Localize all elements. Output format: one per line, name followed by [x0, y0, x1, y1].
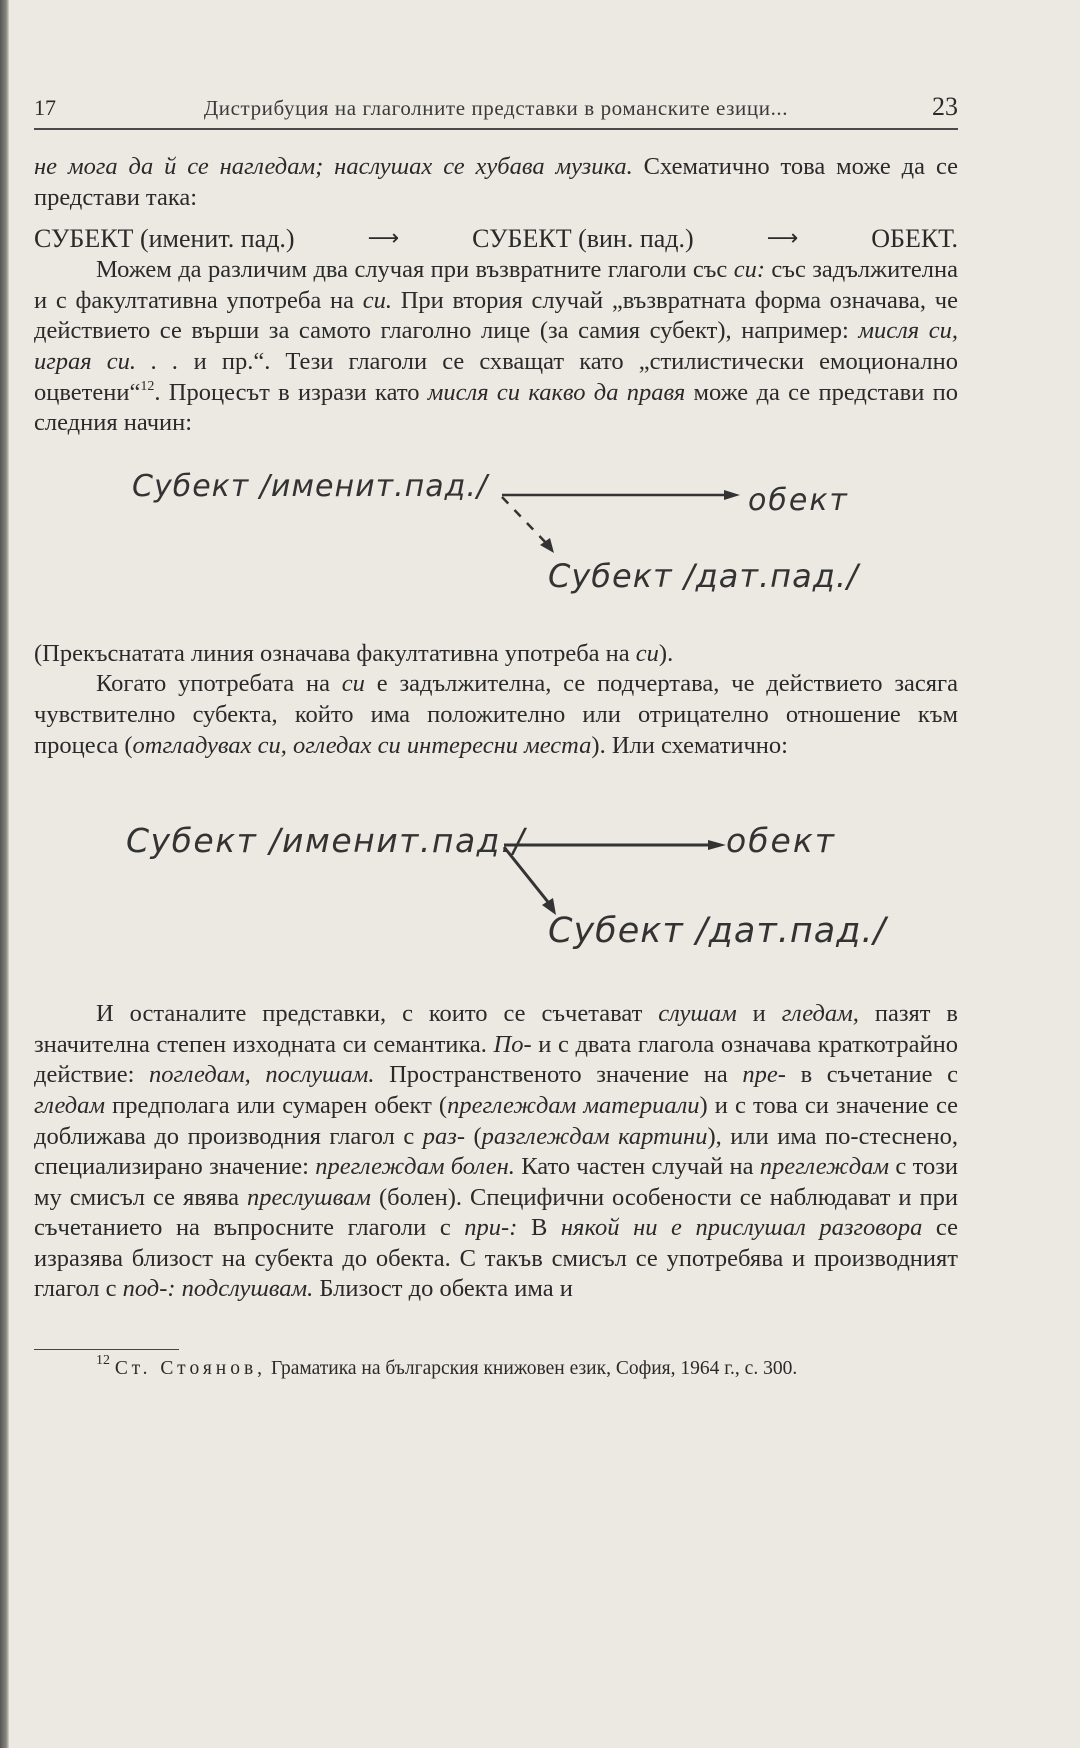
italic-example: не мога да й се нагледам; наслушах се хубава музика.	[34, 153, 633, 180]
paragraph-5	[34, 999, 958, 1305]
diagram-object: обект	[726, 821, 836, 861]
diagram-object: обект	[748, 482, 849, 518]
solid-arrow-to-dative	[504, 847, 552, 907]
text-run: и пр.“. Тези глаголи се схващат като „стилистически емоционално оцветени“	[34, 347, 958, 406]
arrow-right-icon: ⟶	[367, 226, 400, 252]
italic-example: преглеждам	[759, 1153, 890, 1181]
arrow-head	[542, 898, 556, 915]
italic-example: при-:	[464, 1214, 518, 1242]
text-run: ), или има по-стеснено, специализирано значение:	[34, 1122, 958, 1181]
formula-subject-acc: СУБЕКТ (вин. пад.)	[472, 224, 694, 254]
paragraph-1	[34, 152, 958, 213]
paragraph-2	[34, 255, 958, 439]
text-run: (	[464, 1122, 482, 1150]
italic-example: преглеждам болен.	[315, 1153, 515, 1181]
book-page	[34, 92, 958, 1381]
running-header	[34, 92, 958, 130]
text-run: (Прекъснатата линия означава факултативна употреба на	[34, 639, 636, 667]
text-run: В	[517, 1214, 561, 1242]
italic-example: раз-	[422, 1122, 465, 1150]
diagram-subject-nominative: Субект /именит.пад./	[132, 468, 488, 504]
formula-object: ОБЕКТ.	[871, 224, 958, 254]
diagram-arrows	[34, 439, 958, 639]
text-run: (болен). Специфични особености се наблюдават и при съчетанието на въпросните глаголи с	[34, 1183, 958, 1242]
italic-example: някой ни е прислушал разговора	[560, 1214, 923, 1242]
italic-example: отгладувах си, огледах си интересни места	[132, 731, 592, 759]
paragraph-3	[34, 639, 958, 670]
running-title: Дистрибуция на глаголните представки в романските езици...	[203, 96, 789, 120]
text-run: пазят в значителна степен изходната си семантика.	[34, 1000, 958, 1058]
italic-example: гледам,	[781, 1000, 859, 1028]
diagram-subject-dative: Субект /дат.пад./	[548, 911, 887, 952]
text-run: и	[736, 1000, 782, 1028]
italic-example: слушам	[658, 1000, 737, 1028]
formula-subject-nom: СУБЕКТ (именит. пад.)	[34, 224, 295, 254]
diagram-subject-nominative: Субект /именит.пад./	[126, 821, 526, 861]
italic-example: преглеждам материали	[447, 1091, 700, 1119]
dashed-arrow-to-dative	[502, 497, 550, 547]
arrow-head	[708, 840, 726, 850]
text-run: Можем да различим два случая при възвратните глаголи със	[96, 256, 734, 284]
text-run: с този му смисъл се явява	[34, 1153, 958, 1211]
diagram-arrows	[34, 761, 958, 999]
italic-example: По-	[493, 1030, 532, 1058]
scheme-formula	[34, 223, 958, 255]
text-run: може да се представи по следния начин:	[34, 378, 959, 437]
text-run: При втория случай „възвратната форма означава, че действието се върши за самото глаголно лице (за самия субект), например:	[34, 286, 958, 345]
italic-example: пре-	[742, 1061, 786, 1089]
text-run: се изразява близост на субекта до обекта. С такъв смисъл се употребява и производният глагол с	[34, 1214, 958, 1303]
footnote-reference: 12	[140, 378, 155, 394]
arrow-right-icon: ⟶	[766, 226, 799, 252]
text-run: и с двата глагола означава краткотрайно действие:	[34, 1030, 959, 1089]
italic-example: си:	[733, 256, 765, 284]
diagram-optional-si	[34, 439, 958, 639]
text-run: Пространственото значение на	[374, 1061, 743, 1089]
text-run: Когато употребата на	[96, 670, 342, 698]
footnote-divider	[34, 1349, 179, 1350]
text-run: . Процесът в изрази като	[154, 378, 428, 406]
text-run: ) и с това си значение се доближава до производния глагол с	[34, 1091, 959, 1150]
italic-example: преслушвам	[246, 1183, 371, 1211]
italic-example: под-: подслушвам.	[122, 1275, 314, 1303]
text-run: е задължителна, се подчертава, че действието засяга чувствително субекта, който има положително или отрицателно отношение към процеса (	[34, 670, 958, 759]
text-run: ). Или схематично:	[591, 731, 788, 759]
diagram-subject-dative: Субект /дат.пад./	[548, 556, 859, 595]
italic-example: гледам	[34, 1091, 106, 1119]
book-spine-shadow	[0, 0, 9, 1748]
footnote-12	[34, 1353, 958, 1381]
italic-example: си	[635, 639, 659, 667]
footnote-mark: 12	[96, 1353, 110, 1369]
text-run: Близост до обекта има и	[313, 1275, 573, 1303]
text-run: в съчетание с	[785, 1061, 958, 1089]
italic-example: си.	[362, 286, 392, 314]
italic-example: си	[341, 670, 365, 698]
text-run: ).	[658, 639, 674, 667]
text-run: И останалите представки, с които се съчетават	[96, 1000, 659, 1028]
italic-example: разглеждам картини	[481, 1122, 708, 1150]
chapter-number: 17	[34, 95, 56, 120]
italic-example: погледам, послушам.	[149, 1061, 375, 1089]
page-number: 23	[932, 92, 958, 121]
italic-example: мисля си какво да правя	[427, 378, 686, 406]
footnote-author: Ст. Стоянов,	[114, 1358, 267, 1380]
text-run: Схематично това може да се представи така:	[34, 153, 958, 211]
italic-example: мисля си, играя си. . .	[34, 317, 958, 375]
arrow-head	[724, 490, 740, 500]
footnote-text: Граматика на българския книжовен език, София, 1964 г., с. 300.	[266, 1358, 798, 1380]
paragraph-4	[34, 669, 958, 761]
text-run: със задължителна и с факултативна употреба на	[34, 256, 958, 314]
text-run: Като частен случай на	[514, 1153, 760, 1181]
diagram-obligatory-si	[34, 761, 958, 999]
text-run: предполага или сумарен обект (	[105, 1091, 448, 1119]
